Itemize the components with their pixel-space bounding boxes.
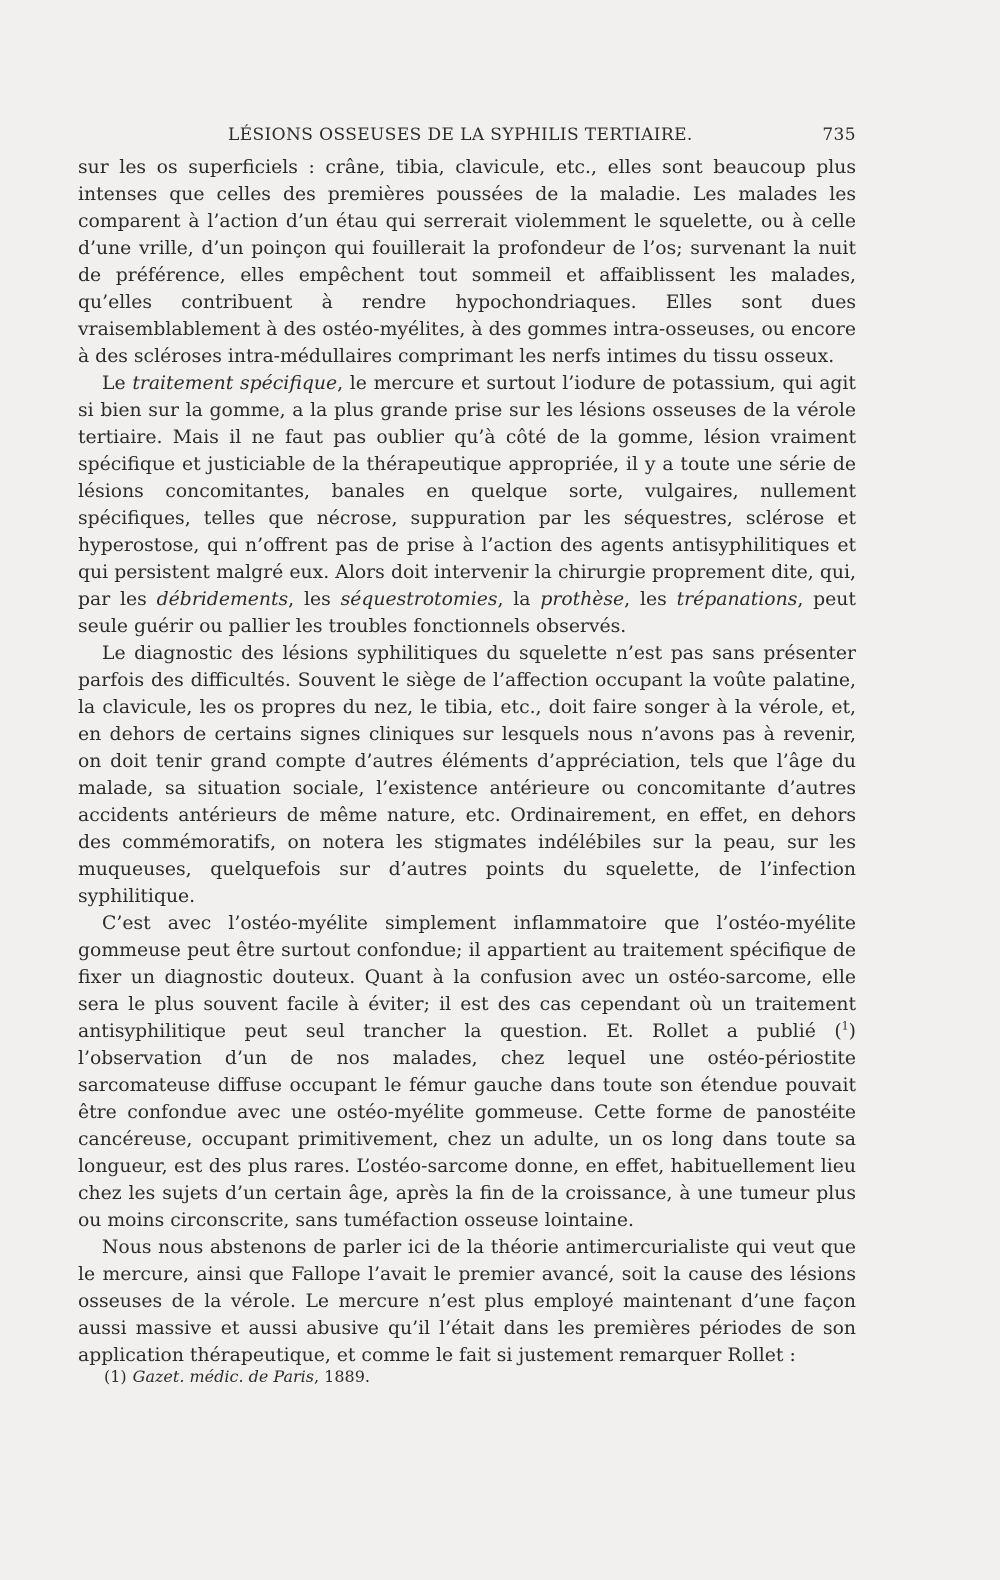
text-run: Le: [102, 373, 126, 394]
footnote-mark: (1): [104, 1367, 127, 1386]
footnote-source: Gazet. médic. de Paris: [132, 1367, 314, 1386]
paragraph-5: Nous nous abstenons de parler ici de la théorie antimercurialiste qui veut que le mercure, ainsi que Fallope l’avait le premier avancé, soit la cause des lésions osseuses de la vérole. Le mercure n’est plus employé maintenant d’une façon aussi massive et aussi abusive qu’il l’était dans les premières périodes de son application thérapeutique, et comme le fait si justement remarquer Rollet :: [78, 1237, 856, 1366]
running-title: LÉSIONS OSSEUSES DE LA SYPHILIS TERTIAIRE.: [228, 125, 693, 145]
text-run: , peut seule guérir ou pallier les troubles fonctionnels observés.: [78, 589, 856, 637]
footnote-ref: 1: [841, 1019, 849, 1033]
paragraph-1: sur les os superficiels : crâne, tibia, clavicule, etc., elles sont beaucoup plus intenses que celles des premières poussées de la maladie. Les malades les comparent à l’action d’un étau qui serrerait violemment le squelette, ou à celle d’une vrille, d’un poinçon qui fouillerait la profondeur de l’os; survenant la nuit de préférence, elles empêchent tout sommeil et affaiblissent les malades, qu’elles contribuent à rendre hypochondriaques. Elles sont dues vraisemblablement à des ostéo-myélites, à des gommes intra-osseuses, ou encore à des scléroses intra-médullaires comprimant les nerfs intimes du tissu osseux.: [78, 157, 856, 367]
paragraph-4: [78, 910, 856, 1234]
italic-term: prothèse: [540, 589, 625, 610]
text-run: , les: [288, 589, 331, 610]
footnote: [104, 1366, 856, 1388]
italic-term: trépanations: [676, 589, 798, 610]
text-run: C’est avec l’ostéo-myélite simplement inflammatoire que l’ostéo-myélite gommeuse peut être surtout confondue; il appartient au traitement spécifique de fixer un diagnostic douteux. Quant à la confusion avec un ostéo-sarcome, elle sera le plus souvent facile à éviter; il est des cas cependant où un traitement antisyphilitique peut seul trancher la question. Et. Rollet a publié (: [78, 913, 856, 1042]
italic-term: traitement spécifique: [132, 373, 338, 394]
text-run: , les: [624, 589, 667, 610]
italic-term: séquestrotomies: [340, 589, 498, 610]
text-run: ) l’observation d’un de nos malades, chez lequel une ostéo-périostite sarcomateuse diffuse occupant le fémur gauche dans toute son étendue pouvait être confondue avec une ostéo-myélite gommeuse. Cette forme de panostéite cancéreuse, occupant primitivement, chez un adulte, un os long dans toute sa longueur, est des plus rares. L’ostéo-sarcome donne, en effet, habituellement lieu chez les sujets d’un certain âge, après la fin de la croissance, à une tumeur plus ou moins circonscrite, sans tuméfaction osseuse lointaine.: [78, 1021, 856, 1231]
text-run: , le mercure et surtout l’iodure de potassium, qui agit si bien sur la gomme, a la plus grande prise sur les lésions osseuses de la vérole tertiaire. Mais il ne faut pas oublier qu’à côté de la gomme, lésion vraiment spécifique et justiciable de la thérapeutique appropriée, il y a toute une série de lésions concomitantes, banales en quelque sorte, vulgaires, nullement spécifiques, telles que nécrose, suppuration par les séquestres, sclérose et hyperostose, qui n’offrent pas de prise à l’action des agents antisyphilitiques et qui persistent malgré eux. Alors doit intervenir la chirurgie proprement dite, qui, par les: [78, 373, 856, 610]
italic-term: débridements: [156, 589, 289, 610]
paragraph-3: Le diagnostic des lésions syphilitiques du squelette n’est pas sans présenter parfois des difficultés. Souvent le siège de l’affection occupant la voûte palatine, la clavicule, les os propres du nez, le tibia, etc., doit faire songer à la vérole, et, en dehors de certains signes cliniques sur lesquels nous n’avons pas à revenir, on doit tenir grand compte d’autres éléments d’appréciation, tels que l’âge du malade, sa situation sociale, l’existence antérieure ou concomitante d’autres accidents antérieurs de même nature, etc. Ordinairement, en effet, en dehors des commémoratifs, on notera les stigmates indélébiles sur la peau, sur les muqueuses, quelquefois sur d’autres points du squelette, de l’infection syphilitique.: [78, 643, 856, 907]
text-run: , la: [497, 589, 531, 610]
paragraph-2: [78, 370, 856, 640]
footnote-year: , 1889.: [313, 1367, 370, 1386]
running-header: [78, 121, 856, 151]
page-number: 735: [822, 125, 856, 145]
body-text: [78, 154, 856, 1369]
